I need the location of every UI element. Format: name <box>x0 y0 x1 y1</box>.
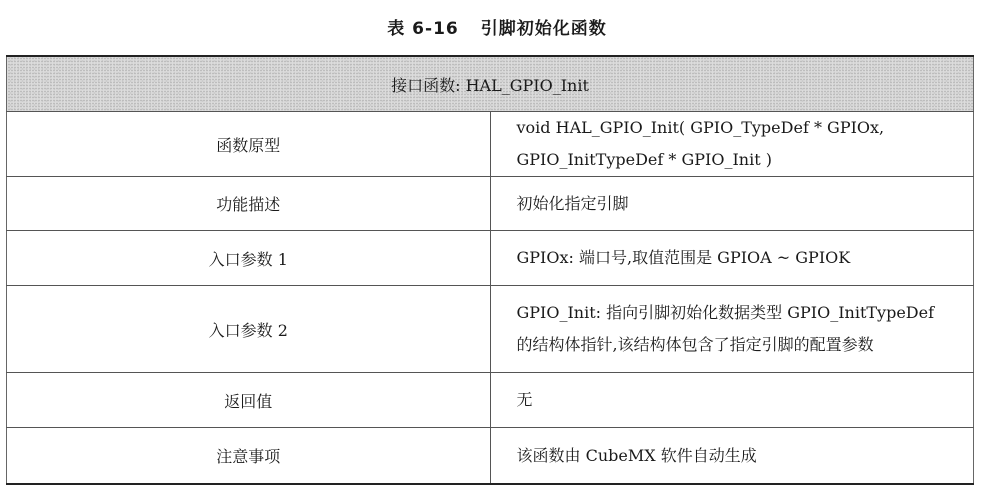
row-value-return-value: 无 <box>490 373 974 428</box>
row-label-description: 功能描述 <box>7 177 491 231</box>
interface-function-header: 接口函数: HAL_GPIO_Init <box>7 56 974 112</box>
table-row <box>7 112 974 177</box>
table-row <box>7 231 974 286</box>
row-value-prototype: void HAL_GPIO_Init( GPIO_TypeDef * GPIOx, GPIO_InitTypeDef * GPIO_Init ) <box>490 112 974 177</box>
table-row <box>7 428 974 485</box>
table-title: 引脚初始化函数 <box>480 19 607 39</box>
row-label-prototype: 函数原型 <box>7 112 491 177</box>
row-value-param-1: GPIOx: 端口号,取值范围是 GPIOA ~ GPIOK <box>490 231 974 286</box>
table-number: 表 6-16 <box>387 19 459 39</box>
table-header-row <box>7 56 974 112</box>
row-value-description: 初始化指定引脚 <box>490 177 974 231</box>
function-spec-table <box>6 55 974 485</box>
table-row <box>7 177 974 231</box>
row-value-notes: 该函数由 CubeMX 软件自动生成 <box>490 428 974 485</box>
table-caption <box>0 14 994 39</box>
row-label-return-value: 返回值 <box>7 373 491 428</box>
row-label-notes: 注意事项 <box>7 428 491 485</box>
row-label-param-1: 入口参数 1 <box>7 231 491 286</box>
table-row <box>7 373 974 428</box>
row-label-param-2: 入口参数 2 <box>7 286 491 373</box>
row-value-param-2: GPIO_Init: 指向引脚初始化数据类型 GPIO_InitTypeDef 的结构体指针,该结构体包含了指定引脚的配置参数 <box>490 286 974 373</box>
table-row <box>7 286 974 373</box>
